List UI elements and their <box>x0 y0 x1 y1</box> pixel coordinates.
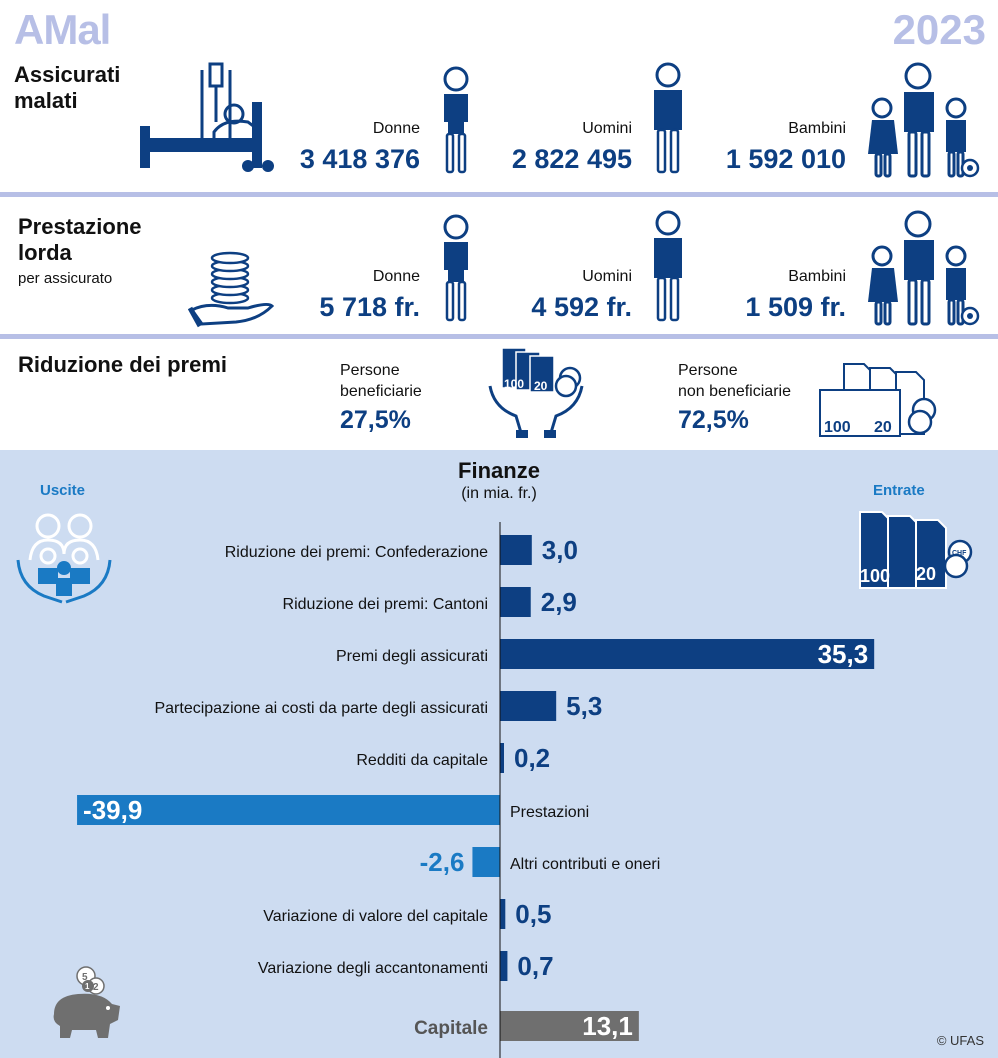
bar-7 <box>472 847 500 877</box>
banknotes-outline-icon <box>818 360 942 440</box>
insured-label-children: Bambini <box>788 120 846 137</box>
note-filled-20: 20 <box>916 564 937 584</box>
category-label-10: Capitale <box>414 1018 488 1040</box>
value-label-5: 0,2 <box>514 742 551 773</box>
bar-2 <box>500 587 531 617</box>
insured-value-children: 1 592 010 <box>725 144 846 174</box>
header-year: 2023 <box>892 6 986 53</box>
bar-9 <box>500 951 507 981</box>
category-label-5: Redditi da capitale <box>356 752 488 770</box>
expenses-label: Uscite <box>40 482 86 499</box>
benefit-subtitle: per assicurato <box>18 270 113 287</box>
bar-1 <box>500 535 532 565</box>
premium-reduction-title: Riduzione dei premi <box>18 352 228 377</box>
value-label-4: 5,3 <box>566 690 603 721</box>
benefit-title <box>18 214 142 266</box>
insured-title-line2: malati <box>14 88 78 113</box>
category-label-3: Premi degli assicurati <box>335 648 488 666</box>
value-label-7: -2,6 <box>419 846 465 877</box>
category-label-4: Partecipazione ai costi da parte degli assicurati <box>154 700 488 718</box>
category-label-2: Riduzione dei premi: Cantoni <box>282 596 488 614</box>
note-label-100: 100 <box>504 377 525 391</box>
category-label-8: Variazione di valore del capitale <box>263 908 488 926</box>
coin-label-1: 1 <box>85 982 90 991</box>
benefit-label-men: Uomini <box>582 268 632 285</box>
beneficiaries-label-line1: Persone <box>340 362 400 379</box>
finance-title: Finanze <box>458 458 540 483</box>
value-label-3: 35,3 <box>817 638 869 669</box>
beneficiaries-label-line2: beneficiarie <box>340 383 422 400</box>
bar-5 <box>500 743 504 773</box>
beneficiaries-label <box>340 360 422 402</box>
non-beneficiaries-value: 72,5% <box>678 406 749 434</box>
benefit-title-line1: Prestazione <box>18 214 142 239</box>
family-icon-2 <box>864 210 982 326</box>
bar-4 <box>500 691 556 721</box>
category-label-9: Variazione degli accantonamenti <box>257 960 488 978</box>
benefit-value-women: 5 718 fr. <box>319 292 420 322</box>
insured-title <box>14 62 120 114</box>
header-left-title: AMal <box>14 6 111 53</box>
income-label: Entrate <box>873 482 925 499</box>
value-label-10: 13,1 <box>582 1010 633 1041</box>
non-beneficiaries-label <box>678 360 791 402</box>
note-outline-100: 100 <box>824 419 851 436</box>
beneficiaries-value: 27,5% <box>340 406 411 434</box>
family-icon <box>864 62 982 178</box>
benefit-label-children: Bambini <box>788 268 846 285</box>
insured-title-line1: Assicurati <box>14 62 121 87</box>
category-label-6: Prestazioni <box>510 804 590 822</box>
category-label-1: Riduzione dei premi: Confederazione <box>224 544 488 562</box>
benefit-title-line2: lorda <box>18 240 72 265</box>
benefit-value-men: 4 592 fr. <box>531 292 632 322</box>
copyright: © UFAS <box>936 1033 984 1048</box>
value-label-6: -39,9 <box>83 794 143 825</box>
finance-bar-chart <box>0 450 998 1058</box>
bar-8 <box>500 899 505 929</box>
category-label-7: Altri contributi e oneri <box>510 856 661 874</box>
note-filled-100: 100 <box>860 566 891 586</box>
insured-label-women: Donne <box>372 120 420 137</box>
note-label-20: 20 <box>534 379 548 393</box>
section-divider-2 <box>0 334 998 339</box>
benefit-value-children: 1 509 fr. <box>745 292 846 322</box>
insured-label-men: Uomini <box>582 120 632 137</box>
coin-chf-label: CHF <box>952 550 967 557</box>
insured-value-men: 2 822 495 <box>511 144 632 174</box>
value-label-1: 3,0 <box>541 534 578 565</box>
hands-money-icon <box>486 346 586 438</box>
finance-subtitle: (in mia. fr.) <box>461 485 537 502</box>
value-label-2: 2,9 <box>540 586 577 617</box>
benefit-label-women: Donne <box>372 268 420 285</box>
value-label-8: 0,5 <box>515 898 552 929</box>
coin-label-5: 5 <box>82 972 88 983</box>
section-divider-1 <box>0 192 998 197</box>
insured-value-women: 3 418 376 <box>299 144 420 174</box>
note-outline-20: 20 <box>874 419 892 436</box>
coin-label-2: 2 <box>93 982 99 993</box>
non-beneficiaries-label-line1: Persone <box>678 362 738 379</box>
non-beneficiaries-label-line2: non beneficiarie <box>678 383 791 400</box>
value-label-9: 0,7 <box>517 950 554 981</box>
